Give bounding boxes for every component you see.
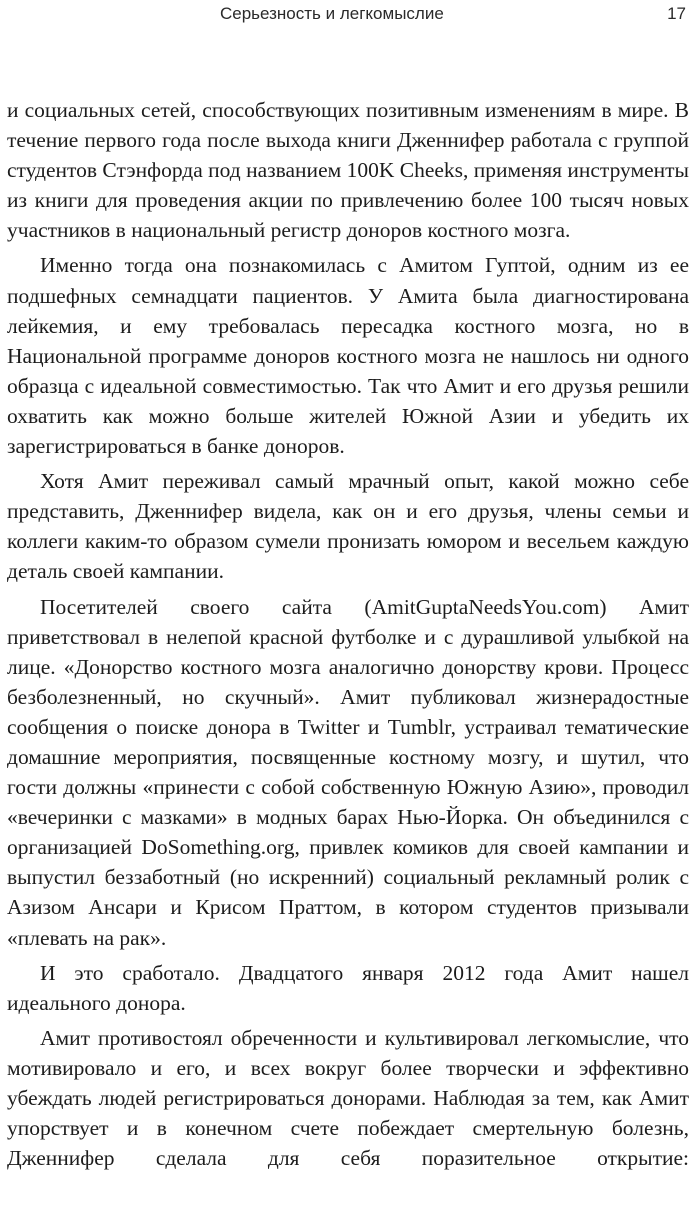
paragraph: Посетителей своего сайта (AmitGuptaNeedsYou.com) Амит приветствовал в нелепой красной футболке и с дурашливой улыбкой на лице. «Донорство костного мозга аналогично донорству крови. Процесс безболезненный, но скучный». Амит публиковал жизнерадостные сообщения о поиске донора в Twitter и Tumblr, устраивал тематические домашние мероприятия, посвященные костному мозгу, и шутил, что гости должны «принести с собой собственную Южную Азию», проводил «вечеринки с мазками» в модных барах Нью-Йорка. Он объединился с организацией DoSomething.org, привлек комиков для своей кампании и выпустил беззаботный (но искренний) социальный рекламный ролик с Азизом Ансари и Крисом Праттом, в котором студентов призывали «плевать на рак». — [7, 594, 690, 950]
page-number: 17 — [667, 4, 686, 23]
paragraph: Амит противостоял обреченности и культивировал легкомыслие, что мотивировало и его, и всех вокруг более творчески и эффективно убеждать людей регистрироваться донорами. Наблюдая за тем, как Амит упорствует и в конечном счете побеждает смертельную болезнь, Дженнифер сделала для себя поразительное открытие: — [7, 1025, 689, 1171]
paragraph: И это сработало. Двадцатого января 2012 года Амит нашел идеального донора. — [7, 960, 689, 1015]
body-text — [7, 95, 689, 1178]
running-head — [0, 4, 696, 26]
running-title: Серьезность и легкомыслие — [220, 4, 444, 23]
paragraph: Хотя Амит переживал самый мрачный опыт, какой можно себе представить, Дженнифер видела, как он и его друзья, члены семьи и коллеги каким-то образом сумели пронизать юмором и весельем каждую деталь своей кампании. — [7, 469, 689, 584]
paragraph-continuation: и социальных сетей, способствующих позитивным изменениям в мире. В течение первого года после выхода книги Дженнифер работала с группой студентов Стэнфорда под названием 100K Cheeks, применяя инструменты из книги для проведения акции по привлечению более 100 тысяч новых участников в национальный регистр доноров костного мозга. — [7, 98, 689, 243]
paragraph: Именно тогда она познакомилась с Амитом Гуптой, одним из ее подшефных семнадцати пациентов. У Амита была диагностирована лейкемия, и ему требовалась пересадка костного мозга, но в Национальной программе доноров костного мозга не нашлось ни одного образца с идеальной совместимостью. Так что Амит и его друзья решили охватить как можно больше жителей Южной Азии и убедить их зарегистрироваться в банке доноров. — [7, 253, 689, 459]
